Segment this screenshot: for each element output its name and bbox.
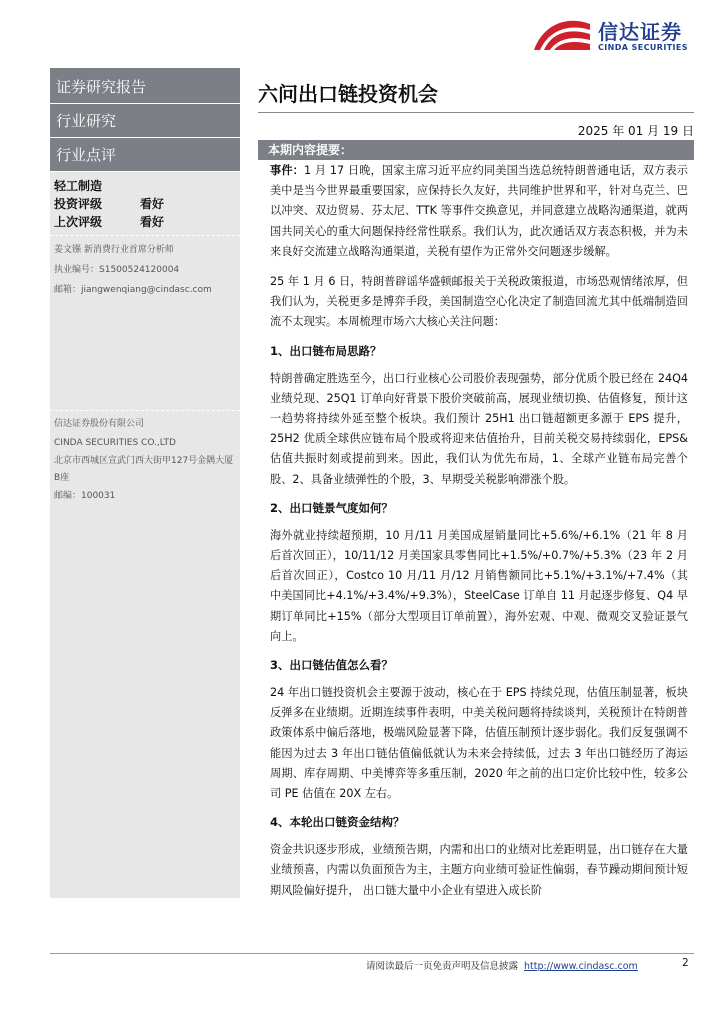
company-block — [50, 410, 240, 506]
logo-name-en: CINDA SECURITIES — [598, 43, 688, 52]
footer-url-link[interactable]: http://www.cindasc.com — [524, 961, 638, 972]
logo-name-cn: 信达证券 — [598, 20, 682, 44]
category-label: 行业研究 — [50, 104, 240, 138]
industry-label: 轻工制造 — [54, 179, 103, 193]
section-body: 海外就业持续超预期，10 月/11 月美国成屋销量同比+5.6%/+6.1%（21 年 8 月后首次回正），10/11/12 月美国家具零售同比+1.5%/+0.7%/+5.3%（23 年 2 月后首次回正），Costco 10 月/11 月/12 月销售额同比+5.1%/+3.1%/+7.4%（其中美国同比+4.1%/+3.4%/+9.3%），SteelCase 订单自 11 月起逐步修复、Q4 早期订单同比+15%（部分大型项目订单前置），海外宏观、中观、微观交叉验证景气向上。 — [270, 528, 688, 643]
footer-disclaimer: 请阅读最后一页免责声明及信息披露 — [366, 961, 519, 972]
company-address: 北京市西城区宣武门西大街甲127号金隅大厦B座 — [54, 456, 234, 483]
title-divider — [258, 112, 694, 113]
event-label: 事件： — [270, 164, 305, 177]
report-body — [270, 161, 688, 901]
company-postcode: 邮编：100031 — [54, 491, 116, 501]
section-heading: 1、出口链布局思路？ — [270, 343, 382, 358]
cinda-logo-mark-icon — [530, 14, 594, 56]
event-paragraph — [270, 161, 688, 262]
footer-divider — [50, 953, 694, 954]
section-heading: 2、出口链景气度如何？ — [270, 500, 394, 515]
prev-rating-label: 上次评级 — [54, 215, 103, 229]
analyst-name: 姜文镪 新消费行业首席分析师 — [54, 245, 174, 255]
analyst-email[interactable]: 邮箱：jiangwenqiang@cindasc.com — [54, 285, 212, 295]
page-title: 六问出口链投资机会 — [258, 82, 438, 106]
prev-rating-value: 看好 — [140, 215, 165, 229]
sidebar — [50, 68, 240, 898]
event-text: 1 月 17 日晚，国家主席习近平应约同美国当选总统特朗普通电话，双方表示美中是当今世界最重要国家，应保持长久友好，共同维护世界和平，针对乌克兰、巴以冲突、双边贸易、芬太尼、TTK 等事件交换意见，并同意建立战略沟通渠道，就两国共同关心的重大问题保持经常性联系。我们认为，此次通话双方表态积极，并为未来良好交流建立战略沟通渠道，关税有望作为正常外交问题逐步缓解。 — [270, 164, 688, 258]
analyst-block — [50, 236, 240, 300]
section-heading: 4、本轮出口链资金结构？ — [270, 815, 405, 830]
rating-value: 看好 — [140, 197, 165, 211]
subcategory-label: 行业点评 — [50, 138, 240, 172]
section-body: 24 年出口链投资机会主要源于波动，核心在于 EPS 持续兑现，估值压制显著，板块反弹多在业绩期。近期连续事件表明，中美关税问题将持续谈判，关税预计在特朗普政策体系中偏后落地，极端风险显著下降，估值压制预计逐步弱化。我们反复强调不能因为过去 3 年出口链估值偏低就认为未来会持续低，过去 3 年出口链经历了海运周期、库存周期、中美博弈等多重压制，2020 年之前的出口定价比较中性，较多公司 PE 估值在 20X 左右。 — [270, 686, 688, 801]
rating-row — [54, 195, 236, 213]
prev-rating-row — [54, 213, 236, 231]
company-name-cn: 信达证券股份有限公司 — [54, 419, 145, 429]
section-body: 资金共识逐步形成，业绩预告期，内需和出口的业绩对比差距明显，出口链存在大量业绩预喜，内需以负面预告为主，主题方向业绩可验证性偏弱，春节躁动期间预计短期风险偏好提升， 出口链大量中小企业有望进入成长阶 — [270, 843, 688, 897]
rating-label: 投资评级 — [54, 197, 103, 211]
cinda-logo — [530, 14, 710, 56]
section-heading: 3、出口链估值怎么看？ — [270, 658, 394, 673]
analyst-license: 执业编号：S1500524120004 — [54, 265, 180, 275]
rating-block — [50, 172, 240, 231]
company-name-en: CINDA SECURITIES CO.,LTD — [54, 438, 176, 448]
section-body: 特朗普确定胜选至今，出口行业核心公司股价表现强势，部分优质个股已经在 24Q4 业绩兑现、25Q1 订单向好背景下股价突破前高，展现业绩切换、估值修复，预计这一趋势将持续外延至整个板块。我们预计 25H1 出口链超额更多源于 EPS 提升，25H2 优质全球供应链布局个股或将迎来估值抬升，目前关税交易持续弱化，EPS&估值共振时刻或提前到来。因此，我们认为优先布局，1、全球产业链布局完善个股、2、具备业绩弹性的个股，3、早期受关税影响滞涨个股。 — [270, 371, 688, 486]
intro-paragraph: 25 年 1 月 6 日，特朗普辟谣华盛顿邮报关于关税政策报道，市场恐观情绪浓厚，但我们认为，关税更多是博弈手段，美国制造空心化决定了制造回流尤其中低端制造回流不太现实。本周梳理市场六大核心关注问题： — [270, 275, 688, 329]
footer — [366, 958, 638, 972]
page-number: 2 — [682, 957, 689, 969]
summary-header: 本期内容提要： — [258, 140, 694, 160]
report-type-label: 证券研究报告 — [50, 68, 240, 104]
report-date: 2025 年 01 月 19 日 — [577, 124, 694, 138]
